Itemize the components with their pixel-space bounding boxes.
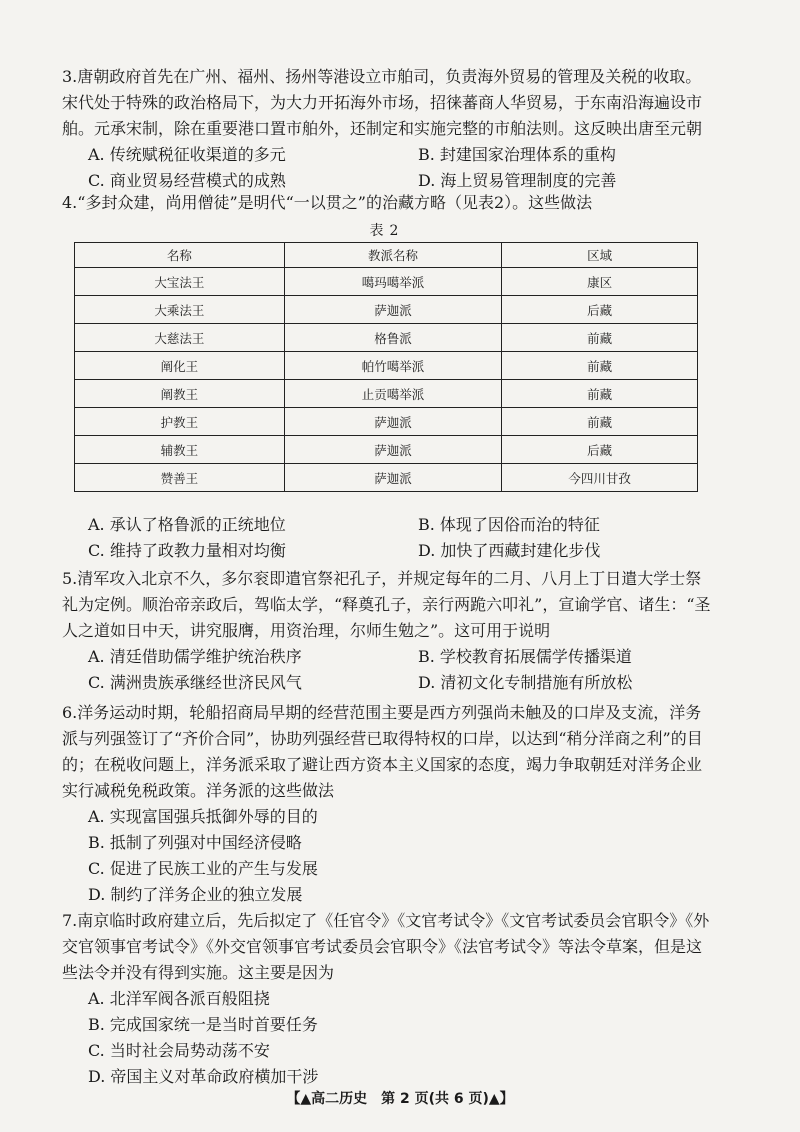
header-sect: 教派名称 (284, 243, 502, 268)
option-b[interactable]: B. 体现了因俗而治的特征 (418, 515, 600, 534)
question-stem: 清军攻入北京不久，多尔衮即遣官祭祀孔子，并规定每年的二月、八月上丁日遣大学士祭礼为定例。顺治帝亲政后，驾临太学，“释奠孔子，亲行两跪六叩礼”，宣谕学官、诸生：“圣人之道如日中天，讲究服膺，用资治理，尔师生勉之”。这可用于说明 (62, 569, 711, 640)
cell-region: 前藏 (502, 324, 698, 352)
cell-sect: 萨迦派 (284, 464, 502, 492)
question-number: 4. (62, 193, 78, 212)
question-number: 7. (62, 911, 78, 930)
cell-title: 大乘法王 (75, 296, 285, 324)
option-d[interactable]: D. 制约了洋务企业的独立发展 (88, 885, 303, 904)
page-footer: 【▲高二历史 第 2 页(共 6 页)▲】 (286, 1091, 514, 1107)
cell-region: 后藏 (502, 296, 698, 324)
option-a[interactable]: A. 实现富国强兵抵御外辱的目的 (88, 807, 318, 826)
question-stem: 洋务运动时期，轮船招商局早期的经营范围主要是西方列强尚未触及的口岸及支流，洋务派与列强签订了“齐价合同”，协助列强经营已取得特权的口岸，以达到“稍分洋商之利”的目的；在税收问题上，洋务派采取了避让西方资本主义国家的态度，竭力争取朝廷对洋务企业实行减税免税政策。洋务派的这些做法 (62, 703, 703, 800)
options (88, 512, 712, 564)
cell-title: 辅教王 (75, 436, 285, 464)
cell-region: 康区 (502, 268, 698, 296)
cell-sect: 帕竹噶举派 (284, 352, 502, 380)
option-c[interactable]: C. 商业贸易经营模式的成熟 (88, 171, 286, 190)
option-d[interactable]: D. 清初文化专制措施有所放松 (418, 673, 633, 692)
question-stem: 唐朝政府首先在广州、福州、扬州等港设立市舶司，负责海外贸易的管理及关税的收取。宋代处于特殊的政治格局下，为大力开拓海外市场，招徕蕃商人华贸易，于东南沿海遍设市舶。元承宋制，除在重要港口置市舶外，还制定和实施完整的市舶法则。这反映出唐至元朝 (62, 67, 703, 138)
options (88, 986, 712, 1090)
option-b[interactable]: B. 封建国家治理体系的重构 (418, 145, 616, 164)
header-region: 区域 (502, 243, 698, 268)
option-b[interactable]: B. 学校教育拓展儒学传播渠道 (418, 647, 632, 666)
option-a[interactable]: A. 承认了格鲁派的正统地位 (88, 515, 286, 534)
option-d[interactable]: D. 加快了西藏封建化步伐 (418, 541, 601, 560)
cell-region: 后藏 (502, 436, 698, 464)
cell-sect: 止贡噶举派 (284, 380, 502, 408)
cell-region: 今四川甘孜 (502, 464, 698, 492)
option-c[interactable]: C. 满洲贵族承继经世济民风气 (88, 673, 302, 692)
option-c[interactable]: C. 促进了民族工业的产生与发展 (88, 859, 318, 878)
option-c[interactable]: C. 维持了政教力量相对均衡 (88, 541, 286, 560)
cell-title: 大慈法王 (75, 324, 285, 352)
options (88, 644, 712, 696)
cell-title: 阐教王 (75, 380, 285, 408)
cell-sect: 萨迦派 (284, 408, 502, 436)
cell-sect: 萨迦派 (284, 436, 502, 464)
header-name: 名称 (75, 243, 285, 268)
question-6 (62, 700, 712, 908)
table-2 (74, 242, 698, 492)
cell-region: 前藏 (502, 352, 698, 380)
question-number: 6. (62, 703, 78, 722)
question-3 (62, 64, 712, 194)
table-row (75, 324, 698, 352)
cell-title: 阐化王 (75, 352, 285, 380)
cell-title: 赞善王 (75, 464, 285, 492)
cell-region: 前藏 (502, 408, 698, 436)
option-b[interactable]: B. 完成国家统一是当时首要任务 (88, 1015, 318, 1034)
question-stem: 南京临时政府建立后，先后拟定了《任官令》《文官考试令》《文官考试委员会官职令》《外交官领事官考试令》《外交官领事官考试委员会官职令》《法官考试令》等法令草案，但是这些法令并没有得到实施。这主要是因为 (62, 911, 710, 982)
table-row (75, 268, 698, 296)
option-c[interactable]: C. 当时社会局势动荡不安 (88, 1041, 270, 1060)
table-row (75, 408, 698, 436)
table-row (75, 464, 698, 492)
options (88, 142, 712, 194)
question-5 (62, 566, 712, 696)
table-row (75, 380, 698, 408)
option-d[interactable]: D. 帝国主义对革命政府横加干涉 (88, 1067, 319, 1086)
option-a[interactable]: A. 清廷借助儒学维护统治秩序 (88, 647, 302, 666)
question-number: 3. (62, 67, 78, 86)
cell-sect: 萨迦派 (284, 296, 502, 324)
table-caption: 表2 (369, 223, 405, 239)
option-d[interactable]: D. 海上贸易管理制度的完善 (418, 171, 617, 190)
option-a[interactable]: A. 北洋军阀各派百般阻挠 (88, 989, 270, 1008)
question-4 (62, 190, 712, 248)
option-a[interactable]: A. 传统赋税征收渠道的多元 (88, 145, 286, 164)
cell-sect: 格鲁派 (284, 324, 502, 352)
question-stem: “多封众建，尚用僧徒”是明代“一以贯之”的治藏方略（见表2）。这些做法 (77, 193, 593, 212)
question-7 (62, 908, 712, 1090)
options (88, 804, 712, 908)
option-b[interactable]: B. 抵制了列强对中国经济侵略 (88, 833, 302, 852)
question-number: 5. (62, 569, 78, 588)
cell-sect: 噶玛噶举派 (284, 268, 502, 296)
question-4-options (62, 512, 712, 564)
table-row (75, 296, 698, 324)
cell-region: 前藏 (502, 380, 698, 408)
table-header-row (75, 243, 698, 268)
table-row (75, 436, 698, 464)
table-row (75, 352, 698, 380)
cell-title: 护教王 (75, 408, 285, 436)
cell-title: 大宝法王 (75, 268, 285, 296)
